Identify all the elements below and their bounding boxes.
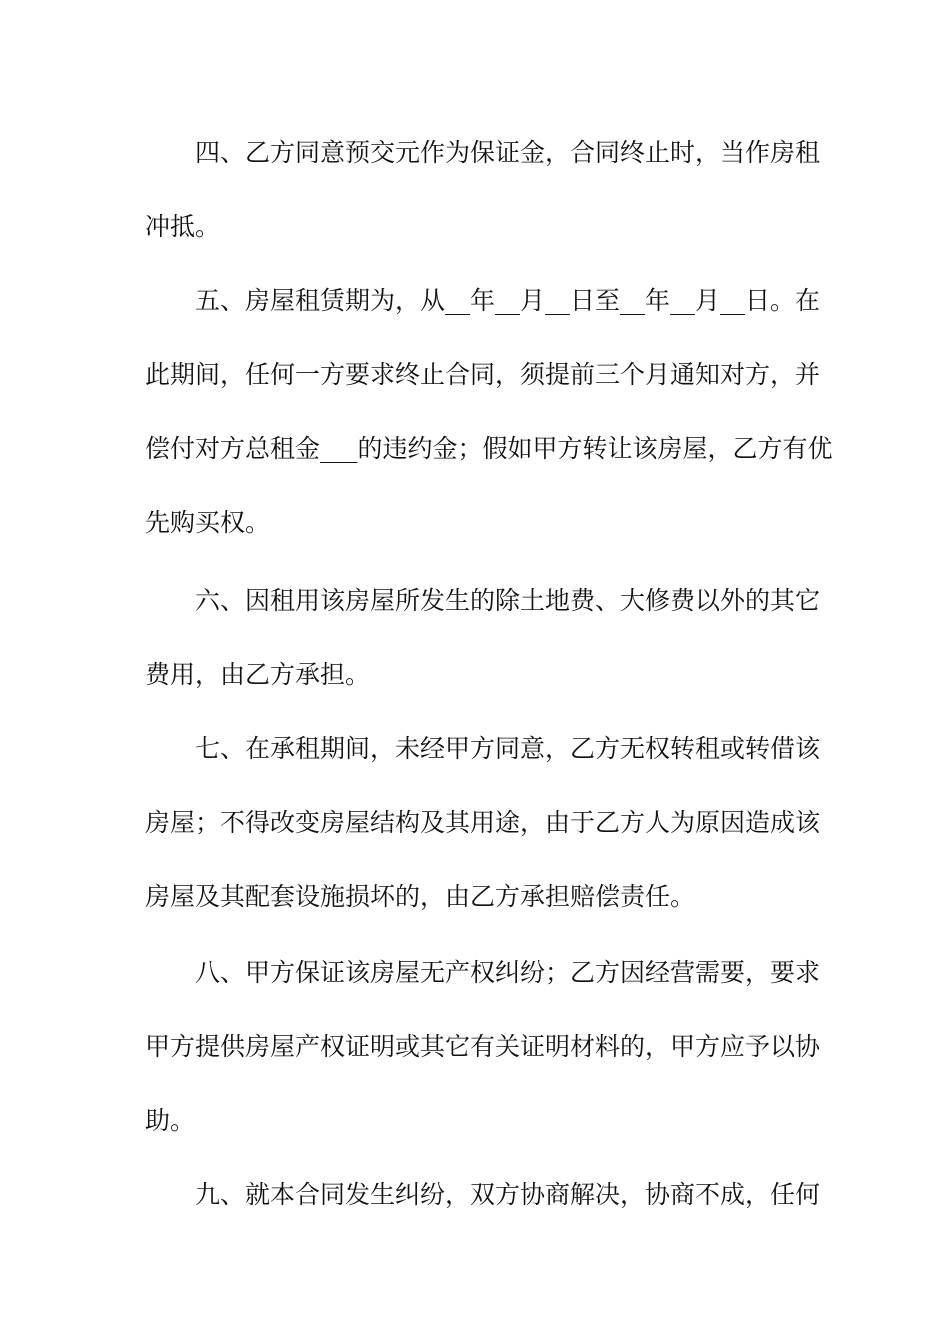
clause-9-line-1: 九、就本合同发生纠纷，双方协商解决，协商不成，任何 <box>195 1180 821 1209</box>
clause-5-line-1: 五、房屋租赁期为，从__年__月__日至__年__月__日。在 <box>195 286 821 315</box>
clause-7-line-1: 七、在承租期间，未经甲方同意，乙方无权转租或转借该 <box>195 734 821 763</box>
clause-8-line-2: 甲方提供房屋产权证明或其它有关证明材料的，甲方应予以协 <box>145 1032 821 1061</box>
clause-8-line-3: 助。 <box>145 1106 196 1135</box>
clause-7-line-3: 房屋及其配套设施损坏的，由乙方承担赔偿责任。 <box>145 882 696 911</box>
clause-8-line-1: 八、甲方保证该房屋无产权纠纷；乙方因经营需要，要求 <box>195 958 821 987</box>
clause-4-line-1: 四、乙方同意预交元作为保证金，合同终止时，当作房租 <box>195 138 821 167</box>
clause-4-line-2: 冲抵。 <box>145 212 221 241</box>
clause-6-line-2: 费用，由乙方承担。 <box>145 660 371 689</box>
clause-5-line-2: 此期间，任何一方要求终止合同，须提前三个月通知对方，并 <box>145 360 821 389</box>
clause-5-line-4: 先购买权。 <box>145 508 271 537</box>
clause-6-line-1: 六、因租用该房屋所发生的除土地费、大修费以外的其它 <box>195 586 821 615</box>
clause-7-line-2: 房屋；不得改变房屋结构及其用途，由于乙方人为原因造成该 <box>145 808 821 837</box>
clause-5-line-3: 偿付对方总租金___的违约金；假如甲方转让该房屋，乙方有优 <box>145 434 833 463</box>
